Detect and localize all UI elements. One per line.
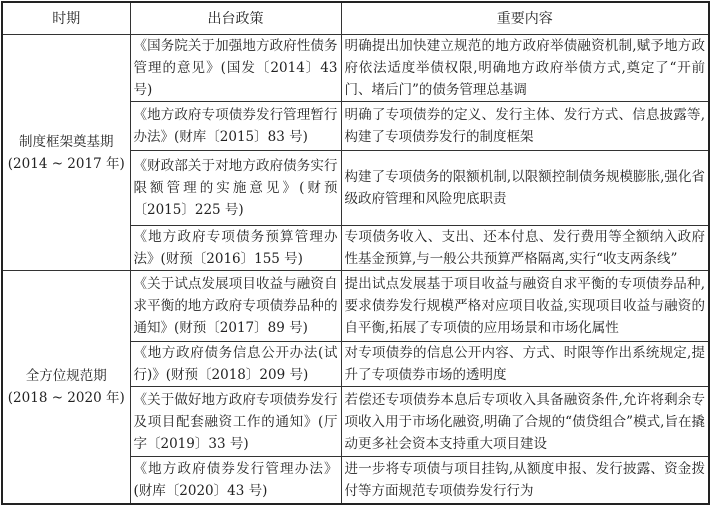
period-years: (2014 ~ 2017 年): [7, 155, 125, 172]
content-cell: 提出试点发展基于项目收益与融资自求平衡的专项债券品种,要求债券发行规模严格对应项目收益,实现项目收益与融资的自平衡,拓展了专项债的应用场景和市场化属性: [341, 271, 709, 342]
content-cell: 构建了专项债务的限额机制,以限额控制债务规模膨胀,强化省级政府管理和风险兜底职责: [341, 151, 709, 226]
policy-cell: 《国务院关于加强地方政府性债务管理的意见》(国发〔2014〕43 号): [130, 35, 341, 102]
period-cell: [2, 271, 130, 504]
table-row: [2, 35, 709, 102]
policy-cell: 《关于试点发展项目收益与融资自求平衡的地方政府专项债券品种的通知》(财预〔2017〕89 号): [130, 271, 341, 342]
content-cell: 对专项债券的信息公开内容、方式、时限等作出系统规定,提升了专项债券市场的透明度: [341, 342, 709, 387]
period-name: 制度框架奠基期: [19, 133, 114, 150]
table-row: [2, 271, 709, 342]
policy-cell: 《地方政府债务信息公开办法(试行)》(财预〔2018〕209 号): [130, 342, 341, 387]
policy-cell: 《地方政府债券发行管理办法》(财库〔2020〕43 号): [130, 457, 341, 504]
header-content: 重要内容: [341, 2, 709, 35]
policy-cell: 《地方政府专项债务预算管理办法》(财预〔2016〕155 号): [130, 226, 341, 271]
policy-cell: 《地方政府专项债券发行管理暂行办法》(财库〔2015〕83 号): [130, 102, 341, 151]
content-cell: 明确了专项债券的定义、发行主体、发行方式、信息披露等,构建了专项债券发行的制度框架: [341, 102, 709, 151]
period-cell: [2, 35, 130, 271]
content-cell: 若偿还专项债券本息后专项收入具备融资条件,允许将剩余专项收入用于市场化融资,明确了合规的“债贷组合”模式,旨在撬动更多社会资本支持重大项目建设: [341, 387, 709, 457]
header-row: [2, 2, 709, 35]
content-cell: 进一步将专项债与项目挂钩,从额度申报、发行披露、资金拨付等方面规范专项债券发行行为: [341, 457, 709, 504]
content-cell: 专项债务收入、支出、还本付息、发行费用等全额纳入政府性基金预算,与一般公共预算严格隔离,实行“收支两条线”: [341, 226, 709, 271]
policy-cell: 《关于做好地方政府专项债券发行及项目配套融资工作的通知》(厅字〔2019〕33 号): [130, 387, 341, 457]
period-years: (2018 ~ 2020 年): [7, 389, 125, 406]
period-name: 全方位规范期: [25, 367, 107, 384]
header-period: 时期: [2, 2, 130, 35]
policy-cell: 《财政部关于对地方政府债务实行限额管理的实施意见》(财预〔2015〕225 号): [130, 151, 341, 226]
content-cell: 明确提出加快建立规范的地方政府举债融资机制,赋予地方政府依法适度举债权限,明确地方政府举债方式,奠定了“开前门、堵后门”的债务管理总基调: [341, 35, 709, 102]
header-policy: 出台政策: [130, 2, 341, 35]
policy-table: [1, 1, 710, 505]
